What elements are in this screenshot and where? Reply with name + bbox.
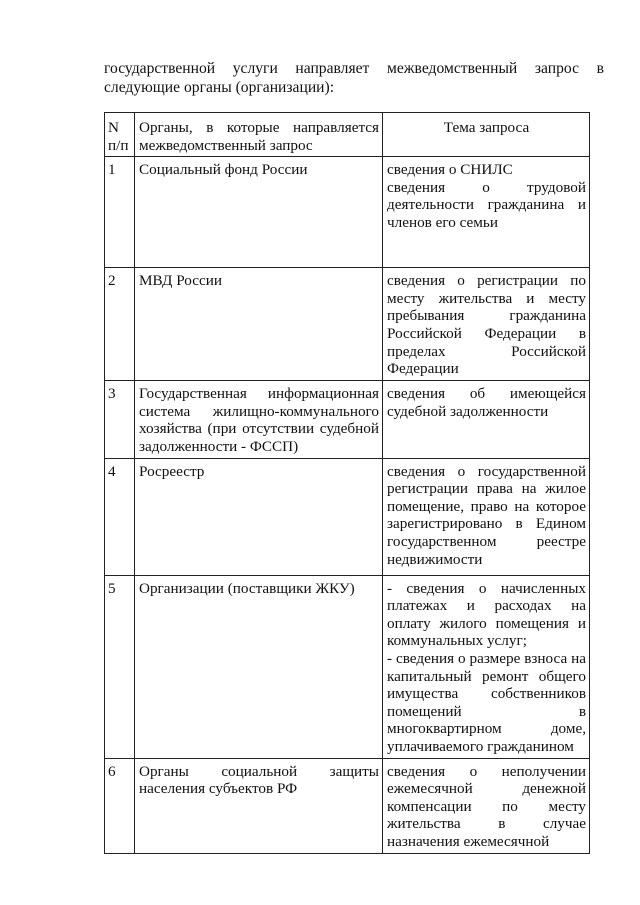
row-number: 3 [105, 381, 135, 458]
row-organization: Государственная информационная система жилищно-коммунального хозяйства (при отсутствии судебной задолженности - ФССП) [135, 381, 383, 458]
row-request-topic [383, 458, 590, 575]
row-number: 1 [105, 157, 135, 268]
row-number: 2 [105, 268, 135, 381]
table-row [105, 268, 590, 381]
table-row [105, 575, 590, 758]
row-request-topic [383, 381, 590, 458]
topic-line: сведения о государственной регистрации права на жилое помещение, право на которое зарегистрировано в Едином государственном реестре недвижимости [387, 462, 586, 568]
row-organization: Социальный фонд России [135, 157, 383, 268]
row-number: 5 [105, 575, 135, 758]
interagency-request-table [104, 112, 590, 854]
row-organization: Росреестр [135, 458, 383, 575]
row-request-topic [383, 758, 590, 853]
header-request-topic: Тема запроса [383, 113, 590, 157]
topic-line: сведения о неполучении ежемесячной денежной компенсации по месту жительства в случае назначения ежемесячной [387, 762, 586, 850]
row-number: 4 [105, 458, 135, 575]
row-number: 6 [105, 758, 135, 853]
header-organization: Органы, в которые направляется межведомственный запрос [135, 113, 383, 157]
row-organization: Организации (поставщики ЖКУ) [135, 575, 383, 758]
row-request-topic [383, 575, 590, 758]
topic-line: - сведения о начисленных платежах и расходах на оплату жилого помещения и коммунальных услуг; [387, 579, 586, 650]
topic-line: - сведения о размере взноса на капитальный ремонт общего имущества собственников помещений в многоквартирном доме, уплачиваемого гражданином [387, 649, 586, 755]
table-row [105, 157, 590, 268]
row-organization: МВД России [135, 268, 383, 381]
row-organization: Органы социальной защиты населения субъектов РФ [135, 758, 383, 853]
table-row [105, 758, 590, 853]
intro-paragraph: государственной услуги направляет межведомственный запрос в следующие органы (организации): [104, 60, 604, 96]
row-request-topic [383, 157, 590, 268]
row-request-topic [383, 268, 590, 381]
header-number: N п/п [105, 113, 135, 157]
table-header-row [105, 113, 590, 157]
table-row [105, 381, 590, 458]
table-row [105, 458, 590, 575]
topic-line: сведения об имеющейся судебной задолженности [387, 385, 586, 420]
topic-line: сведения о трудовой деятельности гражданина и членов его семьи [387, 178, 586, 231]
topic-line: сведения о СНИЛС [387, 161, 513, 179]
topic-line: сведения о регистрации по месту жительства и месту пребывания гражданина Российской Федерации в пределах Российской Федерации [387, 272, 586, 378]
